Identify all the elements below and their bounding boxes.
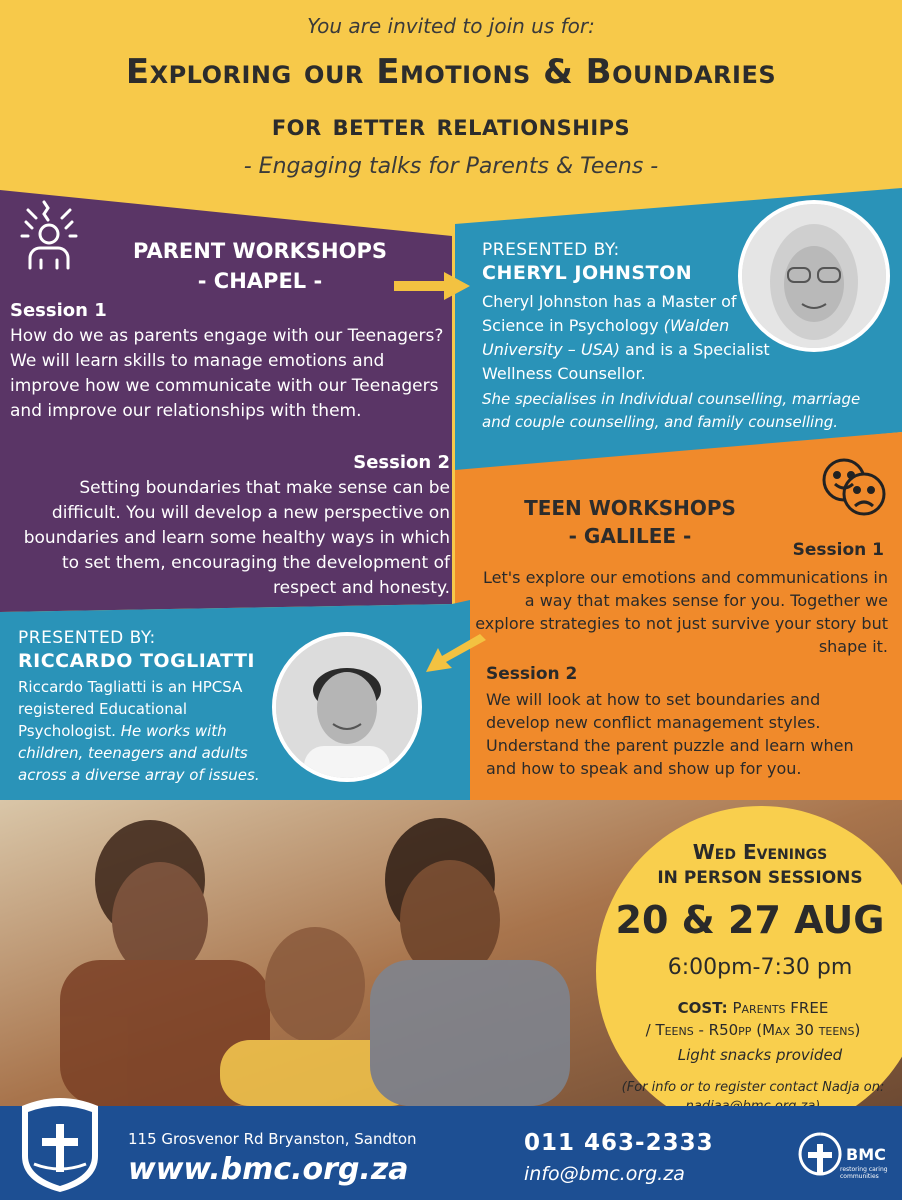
contact-line1: (For info or to register contact Nadja on: [621,1080,885,1095]
cheryl-photo [738,200,890,352]
footer-phone[interactable]: 011 463-2333 [524,1130,714,1156]
riccardo-specialty: He works with children, teenagers and adults across a diverse array of issues. [18,722,260,784]
stressed-person-icon [14,196,84,276]
page-title-line1: Exploring our Emotions & Boundaries [125,52,777,92]
cost-teens: / Teens - R50pp (Max 30 teens) [645,1021,861,1039]
riccardo-photo [272,632,422,782]
teen-workshops-title: TEEN WORKSHOPS [524,496,736,520]
parent-session1-text: How do we as parents engage with our Teenagers? We will learn skills to manage emotions and improve how we communicate with our Teenagers and improve our relationships with them. [10,326,444,421]
riccardo-presented-by: PRESENTED BY: [18,628,156,648]
teen-session1-label: Session 1 [792,540,884,560]
page-subtitle: - Engaging talks for Parents & Teens - [243,154,659,179]
footer-email[interactable]: info@bmc.org.za [524,1163,685,1185]
cheryl-bio-main: Cheryl Johnston has a Master of Science in Psychology [482,292,737,335]
event-snacks: Light snacks provided [677,1046,843,1064]
parent-workshops-venue: - CHAPEL - [197,269,323,293]
event-day: Wed Evenings [692,840,828,864]
bmc-logo-tagline: restoring caring communities [840,1166,888,1180]
cost-label: COST: [677,999,728,1017]
parent-session2-text: Setting boundaries that make sense can be difficult. You will develop a new perspective on boundaries and learn some healthy ways in which to set them, encouraging the development of respect and honesty. [23,478,450,598]
riccardo-bio [18,676,268,786]
teen-session1-text: Let's explore our emotions and communications in a way that makes sense for you. Together we explore strategies to not just survive your story but shape it. [475,568,888,656]
event-time: 6:00pm-7:30 pm [667,955,853,980]
parent-workshops-title: PARENT WORKSHOPS [133,239,387,263]
footer-website[interactable]: www.bmc.org.za [128,1152,409,1187]
parent-workshops-heading [110,236,410,296]
cheryl-presented-by: PRESENTED BY: [482,240,620,260]
footer-address: 115 Grosvenor Rd Bryanston, Sandton [128,1130,417,1148]
bmc-logo-text: BMC [846,1145,886,1164]
cheryl-bio-university: (Walden University – USA) [482,316,730,359]
comedy-tragedy-masks-icon [816,452,892,520]
riccardo-name: RICCARDO TOGLIATTI [18,650,255,672]
riccardo-bio-main: Riccardo Tagliatti is an HPCSA registered Educational Psychologist. [18,678,243,740]
cheryl-specialty: She specialises in Individual counselling, marriage and couple counselling, and family counselling. [482,390,861,431]
teen-workshops-venue: - GALILEE - [568,524,692,548]
invite-line: You are invited to join us for: [307,14,595,38]
teen-session2-label: Session 2 [486,664,578,684]
event-mode: IN PERSON SESSIONS [657,868,863,888]
parent-session2-label: Session 2 [353,452,450,473]
teen-workshops-heading [500,494,760,550]
arrow-right-icon [392,270,472,302]
event-cost [605,997,901,1041]
event-dates: 20 & 27 AUG [615,898,885,942]
arrow-left-down-icon [424,634,488,678]
teen-session2-text: We will look at how to set boundaries and develop new conflict management styles. Understand the parent puzzle and learn when and how to speak and show up for you. [486,690,854,778]
cost-parents: Parents FREE [732,999,829,1017]
bmc-logo-icon [796,1130,844,1186]
cheryl-bio-cont: and is a Specialist Wellness Counsellor. [482,340,770,383]
cheryl-name: CHERYL JOHNSTON [482,262,693,284]
cheryl-bio [482,290,782,386]
page-title-line2: for better relationships [271,108,631,143]
church-cross-logo-icon [14,1094,106,1194]
parent-session1-label: Session 1 [10,300,107,321]
